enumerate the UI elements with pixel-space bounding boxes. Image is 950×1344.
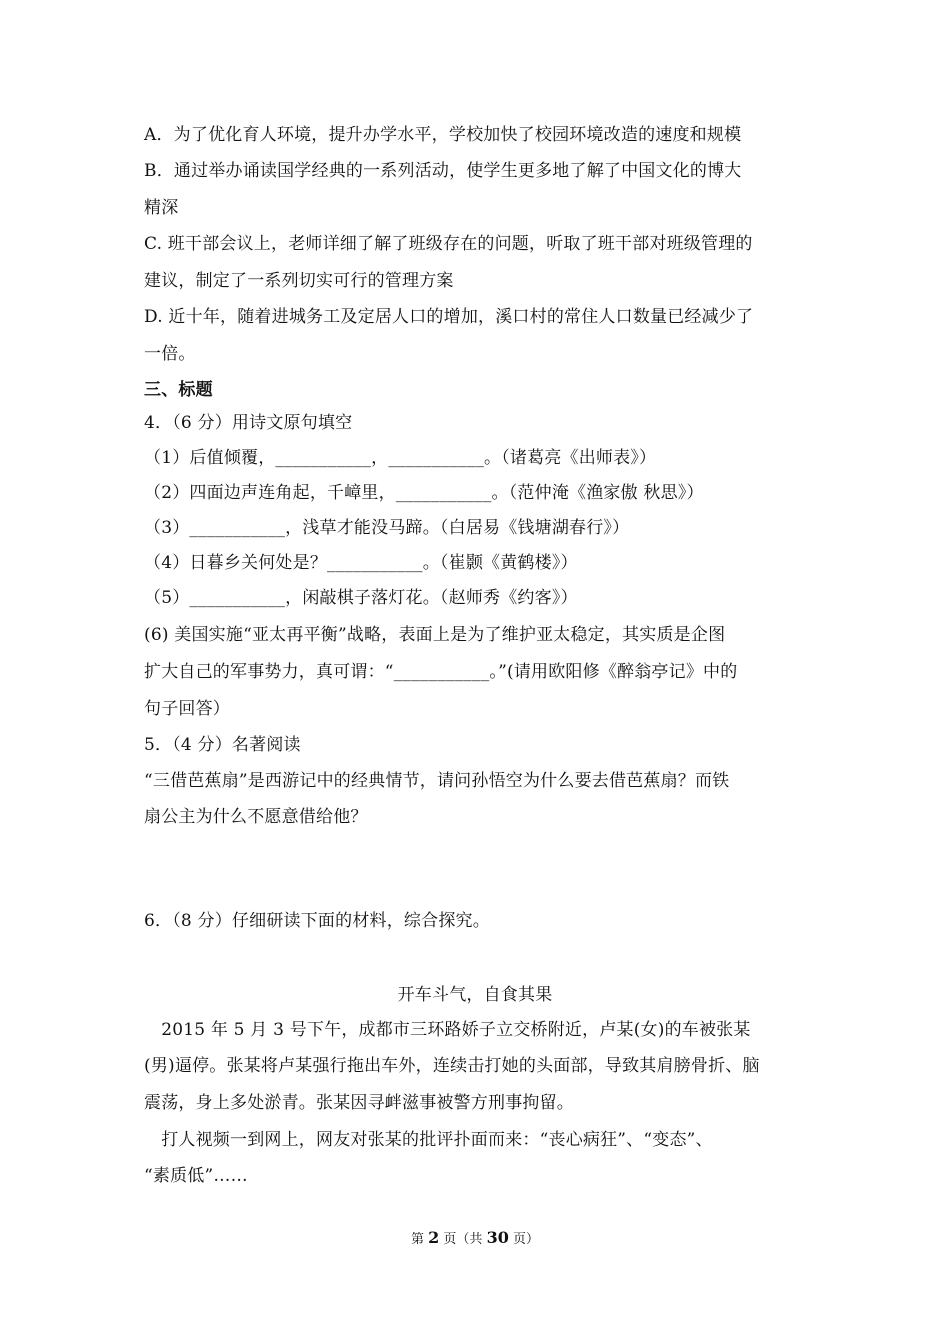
q4-item-4: （4）日暮乡关何处是？___________。（崔颢《黄鹤楼》） <box>144 553 578 573</box>
article-para-1-cont2: 震荡，身上多处淤青。张某因寻衅滋事被警方刑事拘留。 <box>144 1093 574 1113</box>
footer-total-pages: 30 <box>486 1228 509 1247</box>
question-6: 6．（8 分）仔细研读下面的材料，综合探究。 <box>144 911 490 931</box>
option-c-cont: 建议，制定了一系列切实可行的管理方案 <box>144 271 454 291</box>
article-title: 开车斗气，自食其果 <box>397 985 553 1005</box>
q4-item-1: （1）后值倾覆，___________，___________。（诸葛亮《出师表》） <box>144 448 657 468</box>
q4-item-2: （2）四面边声连角起，千嶂里，___________。（范仲淹《渔家傲 秋思》） <box>144 483 704 503</box>
option-d-cont: 一倍。 <box>144 344 196 364</box>
option-b: B．通过举办诵读国学经典的一系列活动，使学生更多地了解了中国文化的博大 <box>144 161 742 181</box>
page-footer <box>0 1228 950 1250</box>
footer-suffix: 页） <box>512 1232 539 1247</box>
article-para-1: 2015 年 5 月 3 号下午，成都市三环路娇子立交桥附近，卢某(女)的车被张某 <box>144 1020 751 1040</box>
article-para-2: 打人视频一到网上，网友对张某的批评扑面而来：“丧心病狂”、“变态”、 <box>144 1130 713 1150</box>
q4-item-3: （3）___________，浅草才能没马蹄。（白居易《钱塘湖春行》） <box>144 518 630 538</box>
section-heading: 三、标题 <box>144 380 213 400</box>
q4-item-5: （5）___________，闲敲棋子落灯花。（赵师秀《约客》） <box>144 588 578 608</box>
article-para-1-cont: (男)逼停。张某将卢某强行拖出车外，连续击打她的头面部，导致其肩膀骨折、脑 <box>144 1056 760 1076</box>
footer-prefix: 第 <box>410 1232 424 1247</box>
q4-item-6: (6) 美国实施“亚太再平衡”战略，表面上是为了维护亚太稳定，其实质是企图 <box>144 625 726 645</box>
article-para-2-cont: “素质低”…… <box>144 1166 248 1186</box>
q4-item-6-cont: 扩大自己的军事势力，真可谓：“___________。”(请用欧阳修《醉翁亭记》中的 <box>144 662 738 682</box>
option-a: A．为了优化育人环境，提升办学水平，学校加快了校园环境改造的速度和规模 <box>144 125 742 145</box>
q5-text: “三借芭蕉扇”是西游记中的经典情节，请问孙悟空为什么要去借芭蕉扇？而铁 <box>144 771 730 791</box>
option-d: D. 近十年，随着进城务工及定居人口的增加，溪口村的常住人口数量已经减少了 <box>144 307 754 327</box>
option-b-cont: 精深 <box>144 198 179 218</box>
question-5: 5．（4 分）名著阅读 <box>144 735 301 755</box>
q4-item-6-cont2: 句子回答） <box>144 699 230 719</box>
question-4: 4．（6 分）用诗文原句填空 <box>144 413 353 433</box>
footer-page-number: 2 <box>428 1228 440 1247</box>
option-c: C. 班干部会议上，老师详细了解了班级存在的问题，听取了班干部对班级管理的 <box>144 234 753 254</box>
q5-text-cont: 扇公主为什么不愿意借给他？ <box>144 807 368 827</box>
footer-mid: 页（共 <box>443 1232 483 1247</box>
